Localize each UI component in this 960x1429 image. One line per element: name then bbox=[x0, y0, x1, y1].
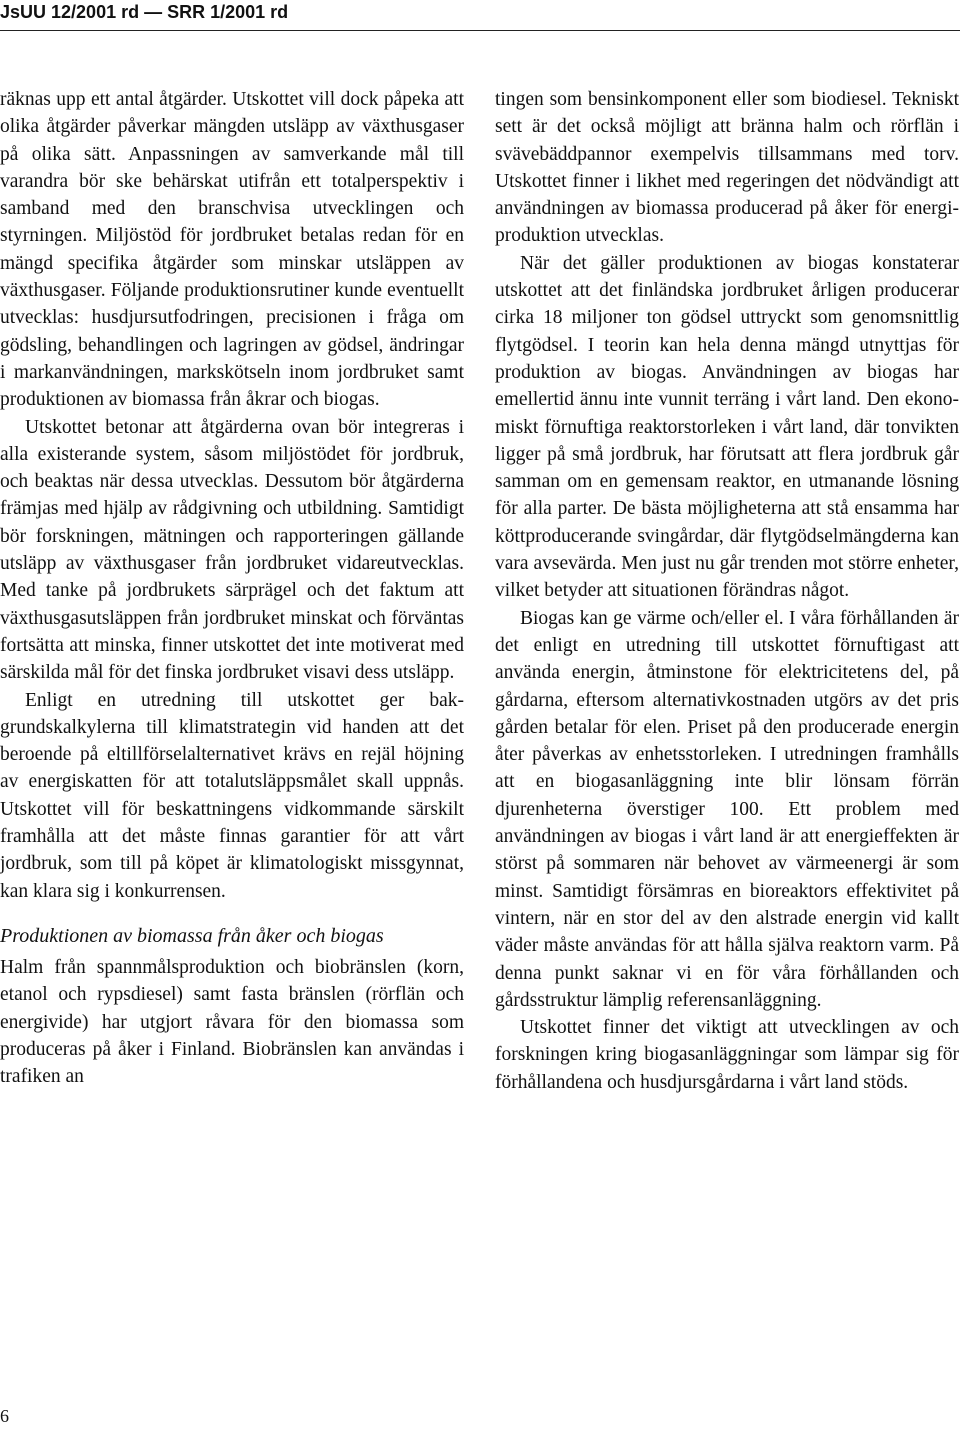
running-header-title: JsUU 12/2001 rd — SRR 1/2001 rd bbox=[0, 2, 289, 22]
right-column bbox=[495, 86, 959, 1096]
left-paragraph-2: Utskottet betonar att åtgärderna ovan bör integreras i alla existerande system, såsom miljöstödet för jordbruk, och beaktas när dessa utvecklas. Dessutom bör åtgärderna främjas med hjälp av rådgivning och utbildning. Samtidigt bör forskningen, mätningen och rapporteringen gällande utsläpp av växthusgaser från jordbruket vidareutvecklas. Med tanke på jordbrukets särprägel och det faktum att växthusgasutsläppen från jordbruket minskat och förväntas fortsätta att minska, finner utskottet det inte motiverat med särskilda mål för det finska jordbruket visavi dess utsläpp. bbox=[0, 416, 464, 684]
left-paragraph-3: Enligt en utredning till utskottet ger bakgrundskalkylerna till klimatstrategin vid handen att det beroende på eltillförselalternativet krävs en rejäl höjning av energiskatten för att totalutsläppsmålet skall uppnås. Utskottet vill för beskattningens vidkommande särskilt framhålla att det måste finnas garantier för att vårt jordbruk, som till på köpet är klimatologiskt missgynnat, kan klara sig i konkurrensen. bbox=[0, 689, 464, 902]
running-header bbox=[0, 0, 960, 24]
page-number: 6 bbox=[0, 1406, 9, 1426]
right-paragraph-4: Utskottet finner det viktigt att utvecklingen av och forskningen kring biogasanläggningar som lämpar sig för förhållandena och husdjursgårdarna i vårt land stöds. bbox=[495, 1017, 959, 1093]
right-paragraph-3: Biogas kan ge värme och/eller el. I våra förhållanden är det enligt en utredning till utskottet förnuftigast att använda energin, åtminstone för elektricitetens del, på gårdarna, eftersom alternativkostnaden utgörs av det pris gården betalar för elen. Priset på den producerade energin åter påverkas av enhetsstorleken. I utredningen framhålls att en biogasanläggning inte blir lönsam förrän djurenheterna överstiger 100. Ett problem med användningen av biogas i vårt land är att energieffekten är störst på sommaren när behovet av värmeenergi är som minst. Samtidigt försämras en bioreaktors effektivitet på vintern, när en stor del av den alstrade energin vid kallt väder måste användas för att hålla själva reaktorn varm. På denna punkt saknar vi en för våra förhållanden och gårdsstruktur lämplig referensanläggning. bbox=[495, 607, 959, 1011]
left-paragraph-4: Halm från spannmålsproduktion och biobränslen (korn, etanol och rypsdiesel) samt fasta bränslen (rörflän och energivide) har utgjort råvara för den biomassa som produceras på åker i Finland. Biobränslen kan användas i trafiken an bbox=[0, 956, 464, 1088]
right-paragraph-1: tingen som bensinkomponent eller som biodiesel. Tekniskt sett är det också möjligt att bränna halm och rörflän i svävebäddpannor exempelvis tillsammans med torv. Utskottet finner i likhet med regeringen det nödvändigt att användningen av biomassa producerad på åker för energiproduktion utvecklas. bbox=[495, 89, 959, 247]
section-heading: Produktionen av biomassa från åker och biogas bbox=[0, 924, 384, 947]
right-paragraph-2: När det gäller produktionen av biogas konstaterar utskottet att det finländska jordbruket årligen producerar cirka 18 miljoner ton gödsel uttryckt som genomsnittlig flytgödsel. I teorin kan hela denna mängd utnyttjas för produktion av biogas. Användningen av biogas har emellertid ännu inte vunnit terräng i vårt land. Den ekonomiskt förnuftiga reaktorstorleken i vårt land, där tonvikten ligger på små jordbruk, har förutsatt att flera jordbruk går samman om en gemensam reaktor, en utmanande lösning för alla parter. De bästa möjligheterna att stå ensamma har köttproducerande svingårdar, där flytgödselmängderna kan vara avsevärda. Men just nu går trenden mot större enheter, vilket betyder att situationen förändras något. bbox=[495, 252, 959, 602]
left-column bbox=[0, 86, 464, 1090]
header-rule bbox=[0, 30, 960, 31]
left-paragraph-1: räknas upp ett antal åtgärder. Utskottet vill dock påpeka att olika åtgärder påverkar mängden utsläpp av växthusgaser på olika sätt. Anpassningen av samverkande mål till varandra bör ske behärskat utifrån ett totalperspektiv i samband med den branschvisa utvecklingen och styrningen. Miljöstöd för jordbruket betalas redan för en mängd specifika åtgärder som minskar utsläppen av växthusgaser. Följande produktionsrutiner kunde eventuellt utvecklas: husdjursutfodringen, precisionen i fråga om gödsling, behandlingen och lagringen av gödsel, ändringar i markanvändningen, markskötseln inom jordbruket samt produktionen av biomassa från åkrar och biogas. bbox=[0, 89, 464, 411]
